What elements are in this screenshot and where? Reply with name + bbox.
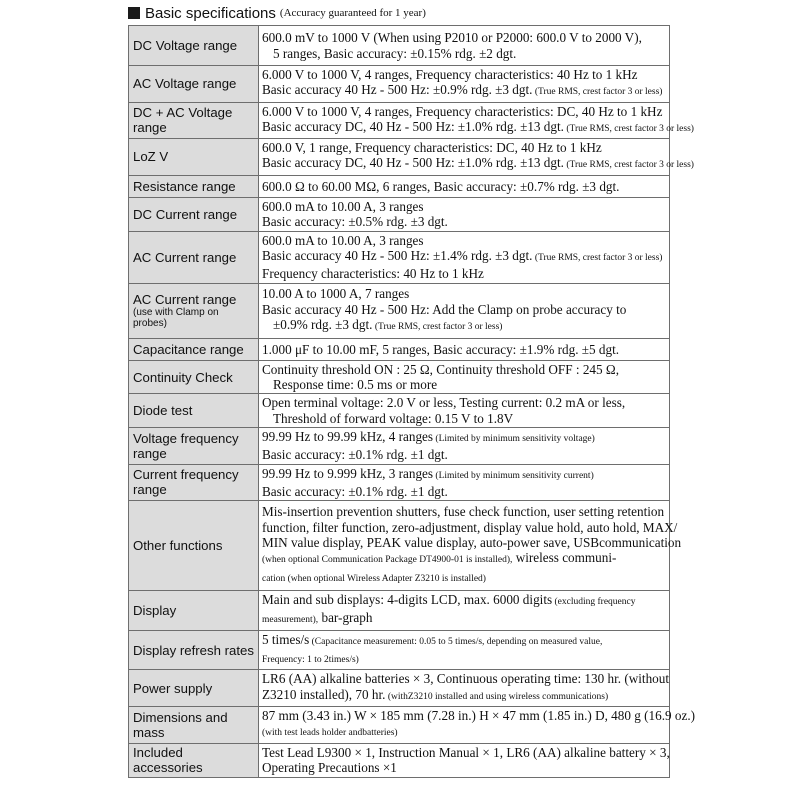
spec-value-text: Basic accuracy: ±0.1% rdg. ±1 dgt. (262, 447, 448, 463)
accuracy-note: (Accuracy guaranteed for 1 year) (279, 7, 426, 19)
spec-value-line (262, 140, 666, 155)
spec-value (259, 175, 670, 197)
spec-value (259, 102, 694, 139)
spec-note-text: (True RMS, crest factor 3 or less) (532, 253, 663, 264)
spec-note-text: (withZ3210 installed and using wireless communications) (385, 691, 609, 702)
spec-table (128, 25, 696, 778)
spec-value-line (262, 155, 694, 173)
spec-label-text: AC Current range (133, 292, 237, 308)
spec-label (129, 139, 259, 176)
spec-value (259, 283, 670, 338)
spec-label (129, 501, 259, 591)
spec-value-text: 99.99 Hz to 9.999 kHz, 3 ranges (262, 465, 434, 481)
spec-value-line (262, 484, 666, 499)
spec-value (259, 743, 670, 777)
spec-label-text: Voltage frequency range (133, 430, 239, 461)
section-title: Basic specifications (145, 4, 276, 22)
spec-value-line (262, 519, 678, 535)
spec-row (129, 338, 670, 360)
spec-label-text: Diode test (133, 403, 193, 419)
spec-value (259, 427, 670, 464)
spec-row (129, 464, 670, 501)
spec-value-text: 87 mm (3.43 in.) W × 185 mm (7.28 in.) H × 47 mm (1.85 in.) D, 480 g (16.9 oz.) (262, 707, 696, 723)
spec-value-line (262, 67, 666, 82)
spec-row (129, 670, 670, 707)
spec-label (129, 743, 259, 777)
spec-value-line (262, 429, 666, 447)
spec-label-text: DC Voltage range (133, 38, 238, 53)
spec-value-line (262, 632, 666, 650)
spec-value (259, 360, 670, 394)
spec-value-line (262, 535, 682, 550)
spec-value (259, 338, 670, 360)
spec-row (129, 360, 670, 394)
spec-value-text: Basic accuracy 40 Hz - 500 Hz: ±0.9% rdg. ±3 dgt. (262, 82, 533, 98)
spec-label-subtext: (use with Clamp on probes) (133, 307, 219, 330)
spec-sheet (128, 0, 696, 778)
spec-note-text: (True RMS, crest factor 3 or less) (563, 160, 694, 171)
spec-value-text: Basic accuracy 40 Hz - 500 Hz: ±1.4% rdg. ±3 dgt. (262, 248, 533, 264)
spec-label-text: Other functions (133, 538, 223, 554)
spec-value-line (262, 30, 666, 45)
spec-value-line (262, 342, 666, 357)
spec-row (129, 591, 670, 631)
spec-label (129, 102, 259, 139)
spec-value-text: 600.0 mA to 10.00 A, 3 ranges (262, 232, 424, 248)
spec-value-text: Basic accuracy: ±0.1% rdg. ±1 dgt. (262, 483, 448, 499)
spec-value-line (262, 707, 696, 723)
spec-value-text: 5 ranges, Basic accuracy: ±0.15% rdg. ±2 dgt. (273, 45, 517, 61)
spec-label (129, 283, 259, 338)
spec-label (129, 630, 259, 670)
spec-value (259, 501, 682, 591)
spec-note-text: Frequency: 1 to 2times/s) (262, 655, 359, 666)
spec-value-line (262, 687, 666, 705)
spec-value-line (262, 118, 694, 137)
spec-value-text: Basic accuracy: ±0.5% rdg. ±3 dgt. (262, 214, 448, 230)
spec-label (129, 360, 259, 394)
section-heading (128, 2, 670, 24)
spec-label-text: Included accessories (133, 745, 203, 776)
square-bullet-icon (128, 7, 140, 19)
spec-value-line (262, 650, 666, 668)
spec-row (129, 743, 670, 777)
spec-value (259, 197, 670, 231)
spec-label-text: Display refresh rates (133, 642, 254, 658)
spec-value-text: Response time: 0.5 ms or more (273, 377, 438, 393)
spec-value (259, 464, 670, 501)
spec-value-line (262, 317, 666, 335)
spec-value-text: Basic accuracy 40 Hz - 500 Hz: Add the Clamp on probe accuracy to (262, 301, 627, 317)
spec-value-line (262, 104, 666, 119)
spec-value-text: 5 times/s (262, 631, 310, 647)
spec-value-line (262, 362, 666, 377)
spec-note-text: (True RMS, crest factor 3 or less) (563, 123, 694, 134)
spec-value-line (262, 179, 666, 194)
spec-value-text: Test Lead L9300 × 1, Instruction Manual × 1, LR6 (AA) alkaline battery × 3, (262, 744, 670, 760)
spec-label (129, 706, 259, 743)
spec-label-text: LoZ V (133, 149, 169, 165)
spec-label-text: Dimensions and mass (133, 709, 228, 740)
spec-value-line (262, 723, 666, 741)
spec-value-line (262, 248, 666, 266)
spec-value-line (262, 504, 666, 519)
spec-value-line (262, 760, 666, 775)
spec-value-text: function, filter function, zero-adjustment, display value hold, auto hold, MAX/ (262, 519, 678, 535)
spec-label (129, 175, 259, 197)
spec-note-text: (True RMS, crest factor 3 or less) (532, 87, 663, 98)
spec-value-text: LR6 (AA) alkaline batteries × 3, Continuous operating time: 130 hr. (without (262, 671, 670, 687)
spec-value (259, 706, 696, 743)
spec-value-text: 6.000 V to 1000 V, 4 ranges, Frequency characteristics: DC, 40 Hz to 1 kHz (262, 103, 663, 119)
spec-row (129, 394, 670, 428)
spec-row (129, 501, 670, 591)
spec-value (259, 630, 670, 670)
spec-label (129, 66, 259, 103)
spec-row (129, 231, 670, 283)
spec-value-line (262, 233, 666, 248)
spec-note-text: measurement), (262, 615, 319, 626)
spec-label-text: Power supply (133, 680, 213, 696)
spec-value-text: Mis-insertion prevention shutters, fuse check function, user setting retention (262, 504, 665, 520)
spec-label (129, 464, 259, 501)
spec-value (259, 670, 670, 707)
spec-value-text: Basic accuracy DC, 40 Hz - 500 Hz: ±1.0% rdg. ±13 dgt. (262, 118, 564, 134)
spec-value-text: Operating Precautions ×1 (262, 760, 397, 776)
spec-value-line (262, 377, 666, 392)
spec-row (129, 283, 670, 338)
spec-value-line (262, 569, 666, 587)
spec-value-text: Continuity threshold ON : 25 Ω, Continuity threshold OFF : 245 Ω, (262, 361, 619, 377)
spec-value-text: 600.0 mA to 10.00 A, 3 ranges (262, 198, 424, 214)
spec-value (259, 394, 670, 428)
spec-row (129, 197, 670, 231)
spec-row (129, 630, 670, 670)
spec-note-text: (excluding frequency (552, 597, 636, 608)
spec-value-text: Open terminal voltage: 2.0 V or less, Testing current: 0.2 mA or less, (262, 395, 626, 411)
spec-value-text: 600.0 Ω to 60.00 MΩ, 6 ranges, Basic accuracy: ±0.7% rdg. ±3 dgt. (262, 178, 620, 194)
spec-value (259, 231, 670, 283)
spec-value (259, 26, 670, 66)
spec-value-line (262, 447, 666, 462)
spec-label (129, 231, 259, 283)
spec-value-text: 1.000 μF to 10.00 mF, 5 ranges, Basic accuracy: ±1.9% rdg. ±5 dgt. (262, 341, 620, 357)
spec-value-line (262, 744, 670, 760)
spec-value-line (262, 286, 666, 301)
spec-value-text: ±0.9% rdg. ±3 dgt. (273, 316, 373, 332)
spec-label (129, 338, 259, 360)
spec-label-text: Resistance range (133, 178, 236, 194)
spec-note-text: (Limited by minimum sensitivity voltage) (433, 433, 595, 444)
spec-label-text: DC Current range (133, 206, 238, 222)
spec-label (129, 394, 259, 428)
spec-row (129, 427, 670, 464)
spec-row (129, 139, 670, 176)
spec-label (129, 591, 259, 631)
spec-value (259, 66, 670, 103)
spec-note-text: cation (when optional Wireless Adapter Z3210 is installed) (262, 573, 486, 584)
spec-label (129, 26, 259, 66)
spec-value-line (262, 199, 666, 214)
spec-note-text: (Limited by minimum sensitivity current) (433, 470, 594, 481)
spec-label-text: Current frequency range (133, 467, 239, 498)
spec-value-text: 600.0 V, 1 range, Frequency characteristics: DC, 40 Hz to 1 kHz (262, 140, 602, 156)
spec-value-line (262, 610, 666, 628)
spec-label (129, 197, 259, 231)
spec-label-text: AC Voltage range (133, 76, 237, 92)
spec-value-text: Z3210 installed), 70 hr. (262, 686, 386, 702)
spec-value (259, 139, 694, 176)
spec-value-line (262, 82, 666, 100)
spec-row (129, 26, 670, 66)
spec-label (129, 427, 259, 464)
spec-value-text: Frequency characteristics: 40 Hz to 1 kHz (262, 266, 484, 282)
spec-row (129, 706, 670, 743)
spec-label-text: Display (133, 602, 177, 618)
spec-value-text: 10.00 A to 1000 A, 7 ranges (262, 286, 410, 302)
spec-value-line (262, 550, 666, 568)
spec-note-text: (with test leads holder andbatteries) (262, 728, 398, 739)
spec-note-text: (Capacitance measurement: 0.05 to 5 times/s, depending on measured value, (309, 636, 603, 647)
spec-value (259, 591, 670, 631)
spec-value-line (262, 466, 666, 484)
spec-value-text: 99.99 Hz to 99.99 kHz, 4 ranges (262, 428, 434, 444)
spec-value-line (262, 46, 666, 61)
spec-note-text: (True RMS, crest factor 3 or less) (372, 321, 503, 332)
spec-row (129, 66, 670, 103)
spec-note-text: (when optional Communication Package DT4900-01 is installed), (262, 555, 513, 566)
spec-value-text: wireless communi- (512, 550, 617, 566)
spec-value-text: 6.000 V to 1000 V, 4 ranges, Frequency characteristics: 40 Hz to 1 kHz (262, 67, 638, 82)
spec-label (129, 670, 259, 707)
spec-value-line (262, 302, 666, 317)
spec-value-text: Threshold of forward voltage: 0.15 V to 1.8V (273, 410, 514, 426)
spec-value-line (262, 214, 666, 229)
spec-value-line (262, 411, 666, 426)
spec-value-line (262, 592, 666, 610)
spec-value-text: MIN value display, PEAK value display, auto-power save, USBcommunication (262, 535, 682, 550)
spec-label-text: AC Current range (133, 249, 237, 265)
spec-value-text: Main and sub displays: 4-digits LCD, max. 6000 digits (262, 592, 553, 608)
spec-value-text: 600.0 mV to 1000 V (When using P2010 or P2000: 600.0 V to 2000 V), (262, 30, 642, 46)
spec-row (129, 175, 670, 197)
spec-row (129, 102, 670, 139)
spec-label-text: Capacitance range (133, 341, 244, 357)
spec-value-line (262, 395, 666, 410)
spec-value-line (262, 266, 666, 281)
spec-label-text: DC + AC Voltage range (133, 105, 233, 136)
spec-value-text: Basic accuracy DC, 40 Hz - 500 Hz: ±1.0% rdg. ±13 dgt. (262, 155, 564, 171)
spec-value-text: bar-graph (318, 610, 373, 626)
spec-label-text: Continuity Check (133, 369, 233, 385)
spec-value-line (262, 671, 670, 687)
